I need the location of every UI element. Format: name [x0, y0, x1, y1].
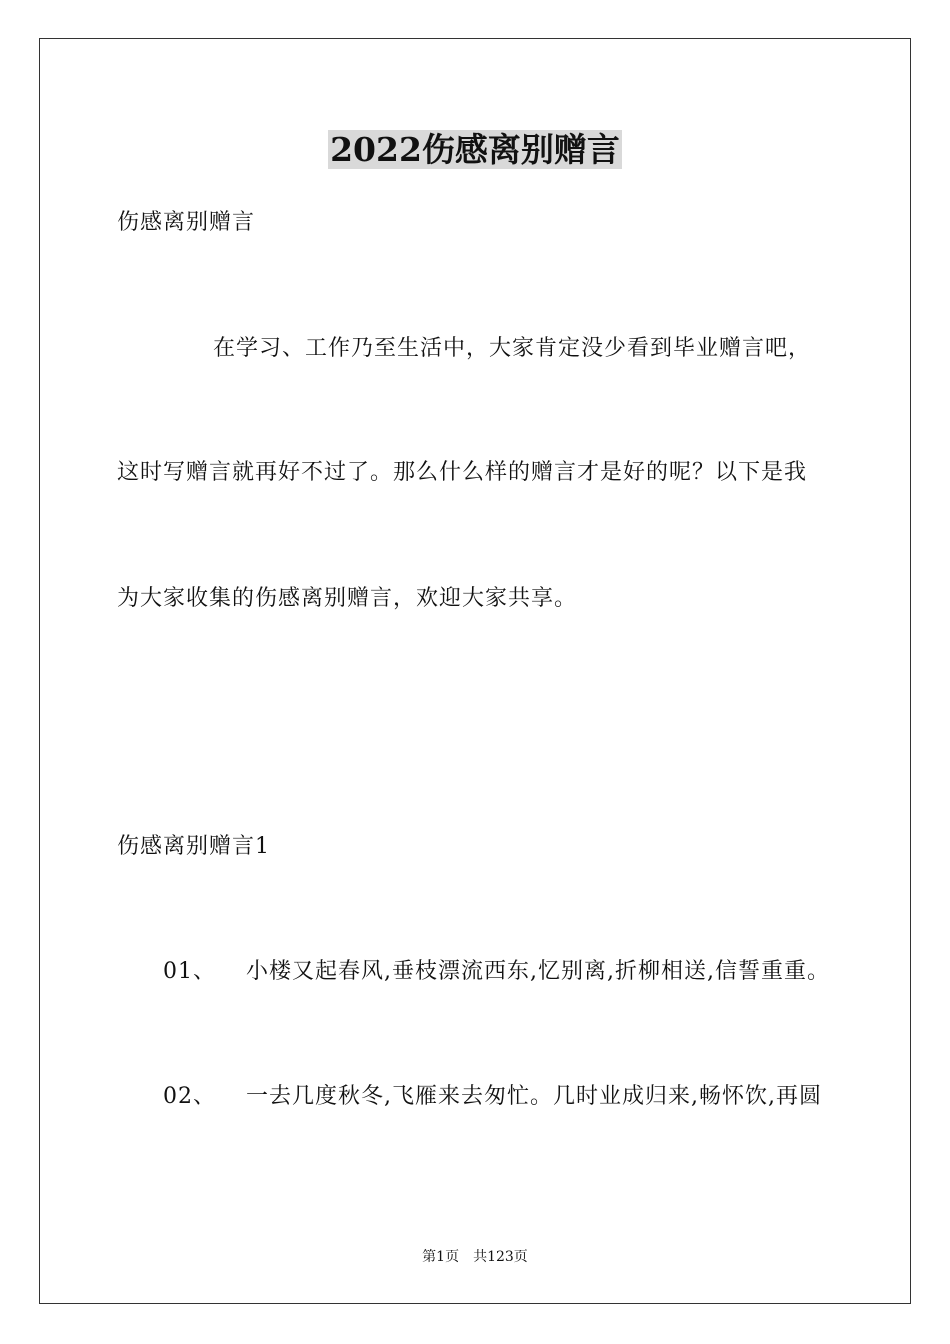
item-text: 一去几度秋冬,飞雁来去匆忙。几时业成归来,畅怀饮,再圆	[246, 1084, 822, 1109]
item-number: 02、	[163, 1084, 216, 1109]
document-title	[0, 128, 950, 172]
list-item	[163, 1082, 822, 1112]
item-text: 小楼又起春风,垂枝漂流西东,忆别离,折柳相送,信誓重重。	[246, 959, 830, 984]
document-title-text: 2022伤感离别赠言	[330, 130, 620, 169]
intro-line-2: 这时写赠言就再好不过了。那么什么样的赠言才是好的呢？以下是我	[117, 460, 808, 485]
page-footer: 第1页 共123页	[422, 1249, 528, 1265]
list-item	[163, 957, 830, 987]
item-number: 01、	[163, 959, 216, 984]
document-subtitle: 伤感离别赠言	[117, 210, 256, 235]
intro-line-1: 在学习、工作乃至生活中，大家肯定没少看到毕业赠言吧，	[213, 336, 812, 361]
intro-line-3: 为大家收集的伤感离别赠言，欢迎大家共享。	[117, 586, 578, 611]
section-heading: 伤感离别赠言1	[117, 834, 270, 859]
